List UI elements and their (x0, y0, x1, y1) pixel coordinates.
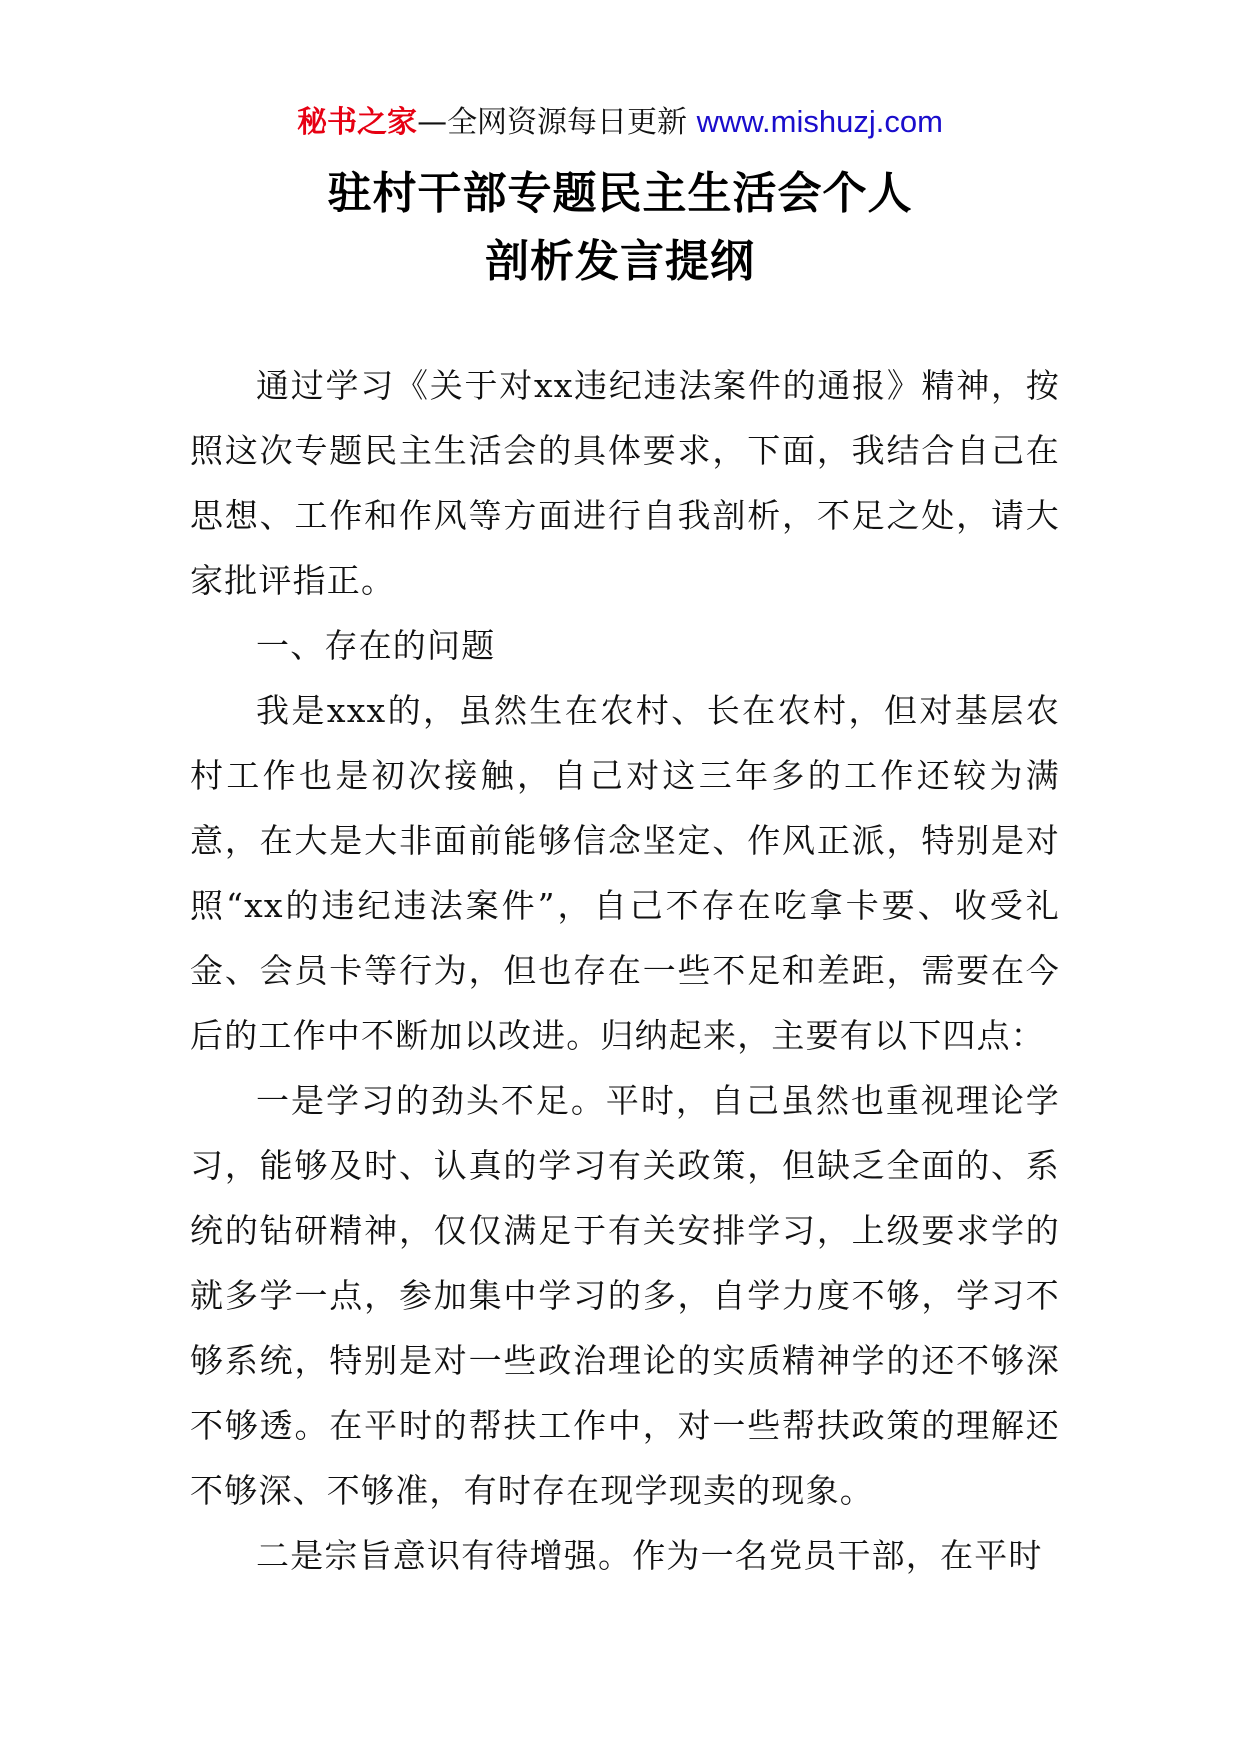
intro-paragraph: 通过学习《关于对xx违纪违法案件的通报》精神，按照这次专题民主生活会的具体要求，下面，我结合自己在思想、工作和作风等方面进行自我剖析，不足之处，请大家批评指正。 (190, 366, 1060, 600)
site-header (0, 100, 1240, 145)
title-line-2: 剖析发言提纲 (485, 236, 755, 287)
brand-name: 秘书之家 (297, 105, 418, 140)
section-heading: 一、存在的问题 (256, 626, 496, 665)
site-link[interactable]: www.mishuzj.com (696, 104, 943, 139)
body-paragraph: 一是学习的劲头不足。平时，自己虽然也重视理论学习，能够及时、认真的学习有关政策，但缺乏全面的、系统的钻研精神，仅仅满足于有关安排学习，上级要求学的就多学一点，参加集中学习的多，自学力度不够，学习不够系统，特别是对一些政治理论的实质精神学的还不够深不够透。在平时的帮扶工作中，对一些帮扶政策的理解还不够深、不够准，有时存在现学现卖的现象。 (190, 1081, 1060, 1510)
header-tagline: —全网资源每日更新 (417, 105, 688, 140)
body-paragraph: 我是xxx的，虽然生在农村、长在农村，但对基层农村工作也是初次接触，自己对这三年多的工作还较为满意，在大是大非面前能够信念坚定、作风正派，特别是对照“xx的违纪违法案件”，自己不存在吃拿卡要、收受礼金、会员卡等行为，但也存在一些不足和差距，需要在今后的工作中不断加以改进。归纳起来，主要有以下四点： (190, 691, 1060, 1055)
body-paragraph: 二是宗旨意识有待增强。作为一名党员干部，在平时 (256, 1536, 1043, 1575)
document-body (190, 353, 1060, 1588)
title-line-1: 驻村干部专题民主生活会个人 (327, 168, 913, 219)
document-title (0, 160, 1240, 296)
